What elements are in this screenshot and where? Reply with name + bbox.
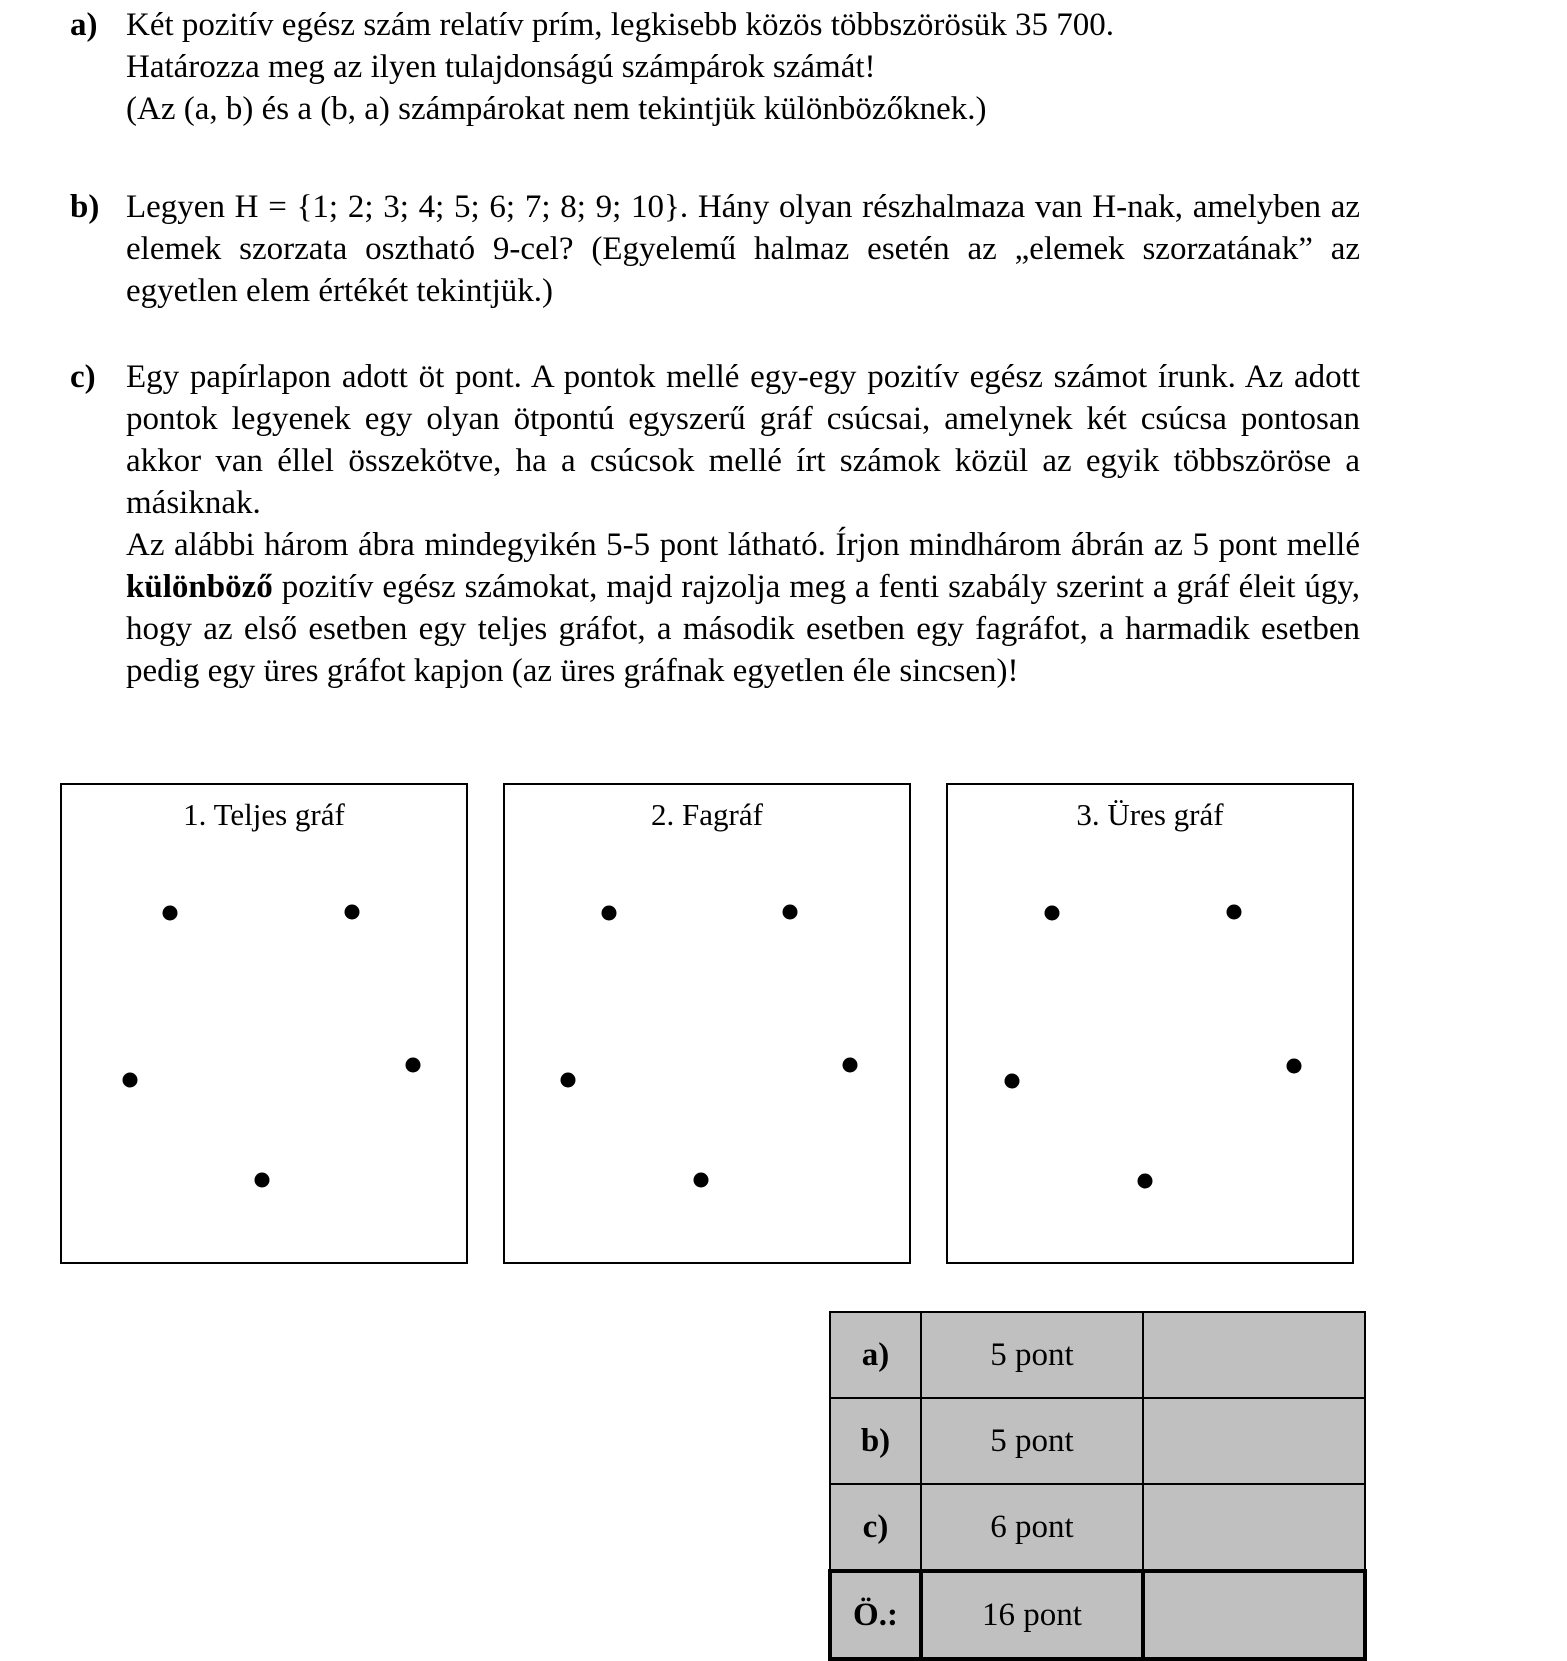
graph-vertex [1227,905,1242,920]
score-total-field[interactable] [1143,1571,1365,1659]
score-total-points: 16 pont [921,1571,1143,1659]
graph-vertex [163,906,178,921]
graph-vertex [843,1058,858,1073]
graph-vertex [406,1058,421,1073]
graph-title-tree: 2. Fagráf [651,797,763,832]
problem-b [70,186,1360,312]
graph-title-empty: 3. Üres gráf [1076,797,1224,832]
problem-c-emphasis: különböző [126,569,273,605]
graph-box-tree [503,783,911,1264]
problem-c-label: c) [70,359,96,395]
score-row [830,1398,1365,1484]
score-row-label: b) [830,1398,921,1484]
score-row-label: c) [830,1484,921,1571]
problem-a [70,4,1360,130]
score-row [830,1484,1365,1571]
graph-vertex [123,1073,138,1088]
score-table [828,1311,1367,1661]
graph-vertex [561,1073,576,1088]
graph-vertex [345,905,360,920]
score-row-field[interactable] [1143,1312,1365,1398]
score-row-field[interactable] [1143,1484,1365,1571]
problem-a-line2: Határozza meg az ilyen tulajdonságú számpárok számát! [126,49,876,85]
score-row-field[interactable] [1143,1398,1365,1484]
score-row-points: 5 pont [921,1398,1143,1484]
problem-c-paragraph-2 [126,524,1360,692]
graph-vertex [602,906,617,921]
graph-vertex [1138,1174,1153,1189]
graph-canvas-empty [948,785,1352,1262]
graph-canvas-complete [62,785,466,1262]
graph-vertex [255,1173,270,1188]
problem-b-label: b) [70,189,100,225]
problem-c-paragraph-1: Egy papírlapon adott öt pont. A pontok mellé egy-egy pozitív egész számot írunk. Az adott pontok legyenek egy olyan ötpontú egyszerű gráf csúcsai, amelynek két csúcsa pontosan akkor van éllel összekötve, ha a csúcsok mellé írt számok közül az egyik többszöröse a másiknak. [126,359,1360,521]
score-total-label: Ö.: [830,1571,921,1659]
problem-c-paragraph-2-end: pozitív egész számokat, majd rajzolja meg a fenti szabály szerint a gráf éleit úgy, hogy az első esetben egy teljes gráfot, a második esetben egy fagráfot, a harmadik esetben pedig egy üres gráfot kapjon (az üres gráfnak egyetlen éle sincsen)! [126,569,1360,689]
score-row-label: a) [830,1312,921,1398]
problem-c [70,356,1360,692]
score-row-points: 6 pont [921,1484,1143,1571]
problem-a-line3: (Az (a, b) és a (b, a) számpárokat nem tekintjük különbözőknek.) [126,91,987,127]
graph-vertex [1005,1074,1020,1089]
graph-canvas-tree [505,785,909,1262]
graph-box-complete [60,783,468,1264]
graph-vertex [1287,1059,1302,1074]
score-total-row [830,1571,1365,1659]
graph-vertex [783,905,798,920]
graph-vertex [1045,906,1060,921]
problem-b-text: Legyen H = {1; 2; 3; 4; 5; 6; 7; 8; 9; 10}. Hány olyan részhalmaza van H-nak, amelyben az elemek szorzata osztható 9-cel? (Egyelemű halmaz esetén az „elemek szorzatának” az egyetlen elem értékét tekintjük.) [126,189,1360,309]
problem-a-line1: Két pozitív egész szám relatív prím, legkisebb közös többszörösük 35 700. [126,7,1114,43]
problem-a-label: a) [70,7,98,43]
graph-vertex [694,1173,709,1188]
score-row-points: 5 pont [921,1312,1143,1398]
graph-title-complete: 1. Teljes gráf [183,797,345,832]
problem-c-paragraph-2-start: Az alábbi három ábra mindegyikén 5-5 pont látható. Írjon mindhárom ábrán az 5 pont mellé [126,527,1360,563]
score-row [830,1312,1365,1398]
graph-box-empty [946,783,1354,1264]
